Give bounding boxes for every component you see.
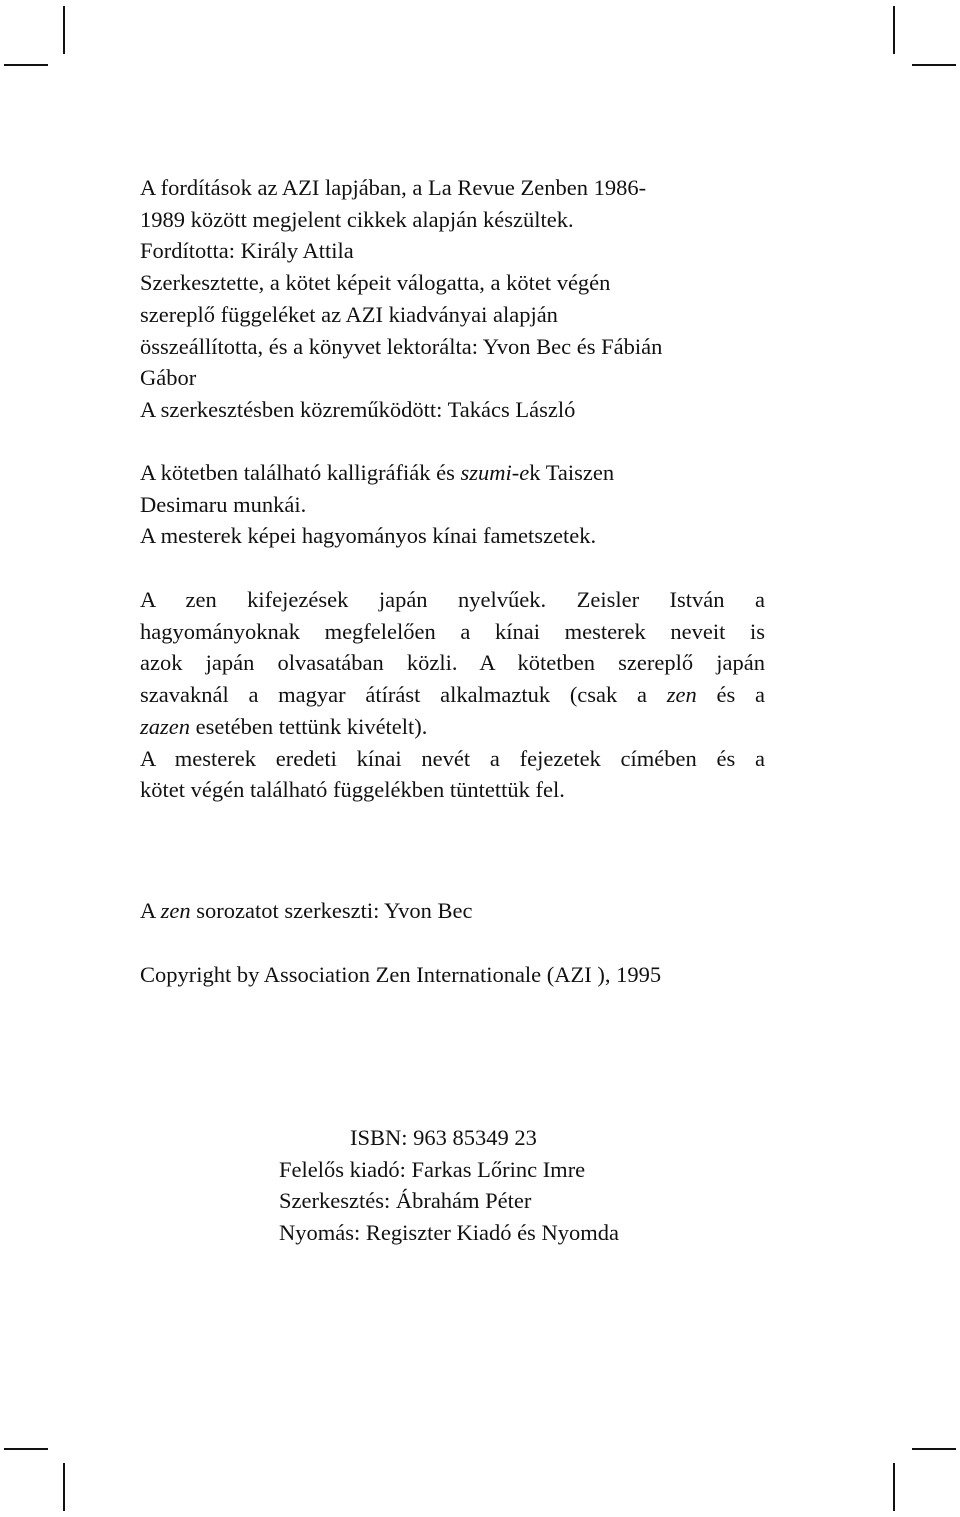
illustrations-block — [140, 457, 765, 552]
italic-term: szumi-e — [460, 460, 530, 485]
credits-line: Gábor — [140, 365, 197, 391]
text-run: és a — [696, 682, 766, 708]
illustrations-line — [140, 457, 765, 489]
text-run: A kötetben található kalligráfiák és — [140, 460, 461, 485]
translator-line: Fordította: Király Attila — [140, 238, 354, 264]
transcription-line: A zen kifejezések japán nyelvűek. Zeisler István a — [140, 587, 765, 612]
credits-line: szereplő függeléket az AZI kiadványai alapján — [140, 301, 558, 327]
text-run: sorozatot szerkeszti: Yvon Bec — [190, 898, 473, 923]
transcription-line — [140, 679, 765, 711]
contributor-line: A szerkesztésben közreműködött: Takács László — [140, 396, 576, 422]
illustrations-line: Desimaru munkái. — [140, 491, 307, 517]
imprint-block — [279, 1122, 619, 1249]
crop-mark-bottom-right-horizontal — [912, 1448, 956, 1450]
text-run: esetében tettünk kivételt). — [190, 713, 428, 739]
italic-term: zazen — [140, 713, 190, 739]
credits-line: összeállította, és a könyvet lektorálta: Yvon Bec és Fábián — [140, 333, 663, 359]
credits-block — [140, 172, 765, 426]
credits-line: 1989 között megjelent cikkek alapján készültek. — [140, 206, 574, 232]
copyright-line: Copyright by Association Zen Internationale (AZI ), 1995 — [140, 962, 662, 987]
italic-term: zen — [666, 682, 697, 708]
crop-mark-bottom-left-horizontal — [4, 1448, 48, 1450]
crop-mark-bottom-right-vertical — [893, 1463, 895, 1511]
transcription-line: hagyományoknak megfelelően a kínai mesterek neveit is — [140, 618, 765, 644]
publisher-line: Felelős kiadó: Farkas Lőrinc Imre — [279, 1156, 586, 1182]
text-run: A — [140, 898, 161, 923]
transcription-line: A mesterek eredeti kínai nevét a fejezetek címében és a — [140, 745, 765, 771]
crop-mark-top-right-horizontal — [912, 64, 956, 66]
credits-line: A fordítások az AZI lapjában, a La Revue Zenben 1986- — [140, 175, 647, 200]
text-run: k Taiszen — [529, 460, 615, 485]
transcription-line — [140, 711, 765, 743]
transcription-line: kötet végén található függelékben tüntettük fel. — [140, 777, 565, 803]
crop-mark-top-right-vertical — [893, 6, 895, 54]
credits-line: Szerkesztette, a kötet képeit válogatta, a kötet végén — [140, 270, 611, 296]
printing-line: Nyomás: Regiszter Kiadó és Nyomda — [279, 1220, 619, 1246]
illustrations-line: A mesterek képei hagyományos kínai fametszetek. — [140, 523, 597, 549]
text-run: szavaknál a magyar átírást alkalmaztuk (csak a — [140, 682, 667, 708]
transcription-line: azok japán olvasatában közli. A kötetben szereplő japán — [140, 650, 765, 676]
isbn-line: ISBN: 963 85349 23 — [350, 1125, 537, 1150]
crop-mark-bottom-left-vertical — [63, 1463, 65, 1511]
italic-term: zen — [160, 898, 191, 923]
editing-line: Szerkesztés: Ábrahám Péter — [279, 1188, 532, 1214]
transcription-block — [140, 584, 765, 806]
crop-mark-top-left-vertical — [63, 6, 65, 54]
series-editor-line — [140, 898, 472, 924]
crop-mark-top-left-horizontal — [4, 64, 48, 66]
